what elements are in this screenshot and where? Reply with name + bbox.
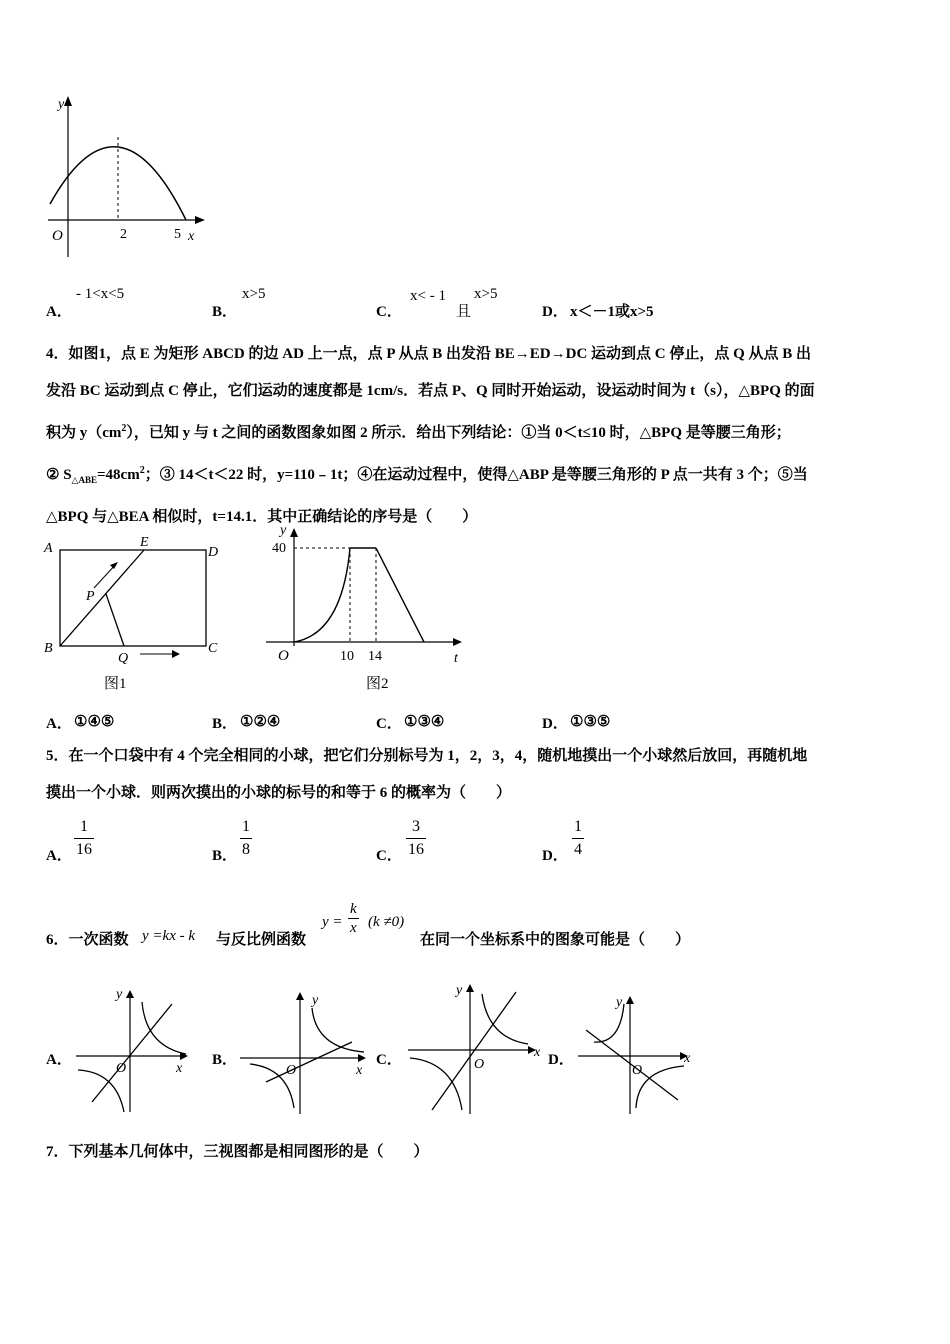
q3-option-a-label[interactable]: A． xyxy=(46,304,72,320)
q4-line-3-sup: 2 xyxy=(121,423,127,434)
q6-option-d-label[interactable]: D． xyxy=(548,1052,574,1068)
q4-option-b-value: ①②④ xyxy=(240,714,281,730)
q4-fig1-label-A: A xyxy=(44,541,53,556)
q5-option-b-den: 8 xyxy=(242,841,250,858)
q6-a-o: O xyxy=(116,1061,127,1076)
q4-line-2: 发沿 BC 运动到点 C 停止，它们运动的速度都是 1cm/s．若点 P、Q 同时开始运动，设运动时间为 t（s），△BPQ 的面 xyxy=(46,383,815,399)
q5-options xyxy=(46,816,926,870)
q6-option-c-label[interactable]: C． xyxy=(376,1052,402,1068)
q4-line-4-sup: 2 xyxy=(139,465,145,476)
q6-suffix: 在同一个坐标系中的图象可能是（ ） xyxy=(420,932,691,948)
q4-line-5: △BPQ 与△BEA 相似时，t=14.1．其中正确结论的序号是（ ） xyxy=(46,509,478,525)
q4-line-4-b: =48cm xyxy=(96,467,140,483)
q4-fig2-caption: 图2 xyxy=(366,676,389,692)
q6-option-b-graph xyxy=(236,986,374,1116)
q6-d-o: O xyxy=(632,1063,643,1078)
q5-stem xyxy=(46,738,916,812)
q4-fig2-origin: O xyxy=(278,648,289,664)
q6-c-o: O xyxy=(474,1057,485,1072)
q5-option-a-den: 16 xyxy=(76,841,92,858)
q4-options xyxy=(46,712,926,734)
q4-option-c-value: ①③④ xyxy=(404,714,445,730)
q3-option-d-value: x＜－1或x>5 xyxy=(570,304,654,320)
q3-option-d-label[interactable]: D． xyxy=(542,304,568,320)
q6-func2-lhs: y = xyxy=(322,914,343,930)
q4-option-a-label[interactable]: A． xyxy=(46,716,72,732)
q5-option-d-den: 4 xyxy=(574,841,582,858)
q7-stem: 7．下列基本几何体中，三视图都是相同图形的是（ ） xyxy=(46,1144,429,1160)
q4-fig2-t-10: 10 xyxy=(340,649,354,664)
q6-c-x: x xyxy=(534,1045,541,1060)
q5-option-c-den: 16 xyxy=(408,841,424,858)
q5-option-c-num: 3 xyxy=(406,816,426,839)
q4-line-1: 4．如图1，点 E 为矩形 ABCD 的边 AD 上一点，点 P 从点 B 出发沿 BE→ED→DC 运动到点 C 停止，点 Q 从点 B 出 xyxy=(46,346,812,362)
q6-option-b-label[interactable]: B． xyxy=(212,1052,238,1068)
q4-fig1-label-E: E xyxy=(140,535,149,550)
q6-option-a-graph xyxy=(72,984,192,1116)
q6-b-x: x xyxy=(356,1063,363,1078)
q6-stem xyxy=(46,900,926,960)
q4-option-d-label[interactable]: D． xyxy=(542,716,568,732)
q4-fig1-label-D: D xyxy=(208,545,219,560)
q5-option-b-label[interactable]: B． xyxy=(212,848,238,864)
q3-option-c-value-b: x>5 xyxy=(474,286,498,302)
q3-tick-2: 2 xyxy=(120,227,127,242)
q3-option-c-value-a: x< - 1 xyxy=(410,288,446,304)
q5-line-1: 5．在一个口袋中有 4 个完全相同的小球，把它们分别标号为 1，2，3，4，随机地摸出一个小球然后放回，再随机地 xyxy=(46,748,808,764)
q3-option-c-label[interactable]: C． xyxy=(376,304,402,320)
q4-fig2-t-label: t xyxy=(454,651,458,666)
q6-func2-cond: (k ≠0) xyxy=(368,914,405,930)
q4-option-b-label[interactable]: B． xyxy=(212,716,238,732)
q6-b-y: y xyxy=(312,993,319,1008)
q4-fig1-caption: 图1 xyxy=(104,676,127,692)
q4-fig2-y-40: 40 xyxy=(272,541,286,556)
q4-fig2-t-14: 14 xyxy=(368,649,382,664)
q6-d-y: y xyxy=(616,995,623,1010)
q5-option-a-num: 1 xyxy=(74,816,94,839)
q4-figure-2 xyxy=(262,522,472,698)
q6-option-d-graph xyxy=(574,990,698,1116)
q3-option-c-joiner: 且 xyxy=(456,304,472,320)
q6-d-x: x xyxy=(684,1051,691,1066)
q4-line-4-c: ；③ 14＜t＜22 时，y=110﹣1t；④在运动过程中，使得△ABP 是等腰三角形的 P 点一共有 3 个；⑤当 xyxy=(144,467,808,483)
q3-tick-5: 5 xyxy=(174,227,181,242)
q4-fig1-label-C: C xyxy=(208,641,218,656)
q4-line-3 xyxy=(46,410,916,452)
q5-option-d-label[interactable]: D． xyxy=(542,848,568,864)
q5-option-b-num: 1 xyxy=(240,816,252,839)
q4-line-4-a: ② S xyxy=(46,467,72,483)
q4-line-3-b: ），已知 y 与 t 之间的函数图象如图 2 所示．给出下列结论：①当 0＜t≤10 时，△BPQ 是等腰三角形； xyxy=(126,425,791,441)
q4-fig1-label-B: B xyxy=(44,641,53,656)
q5-option-a-fraction xyxy=(74,816,94,861)
q6-a-x: x xyxy=(176,1061,183,1076)
q5-line-2: 摸出一个小球．则两次摸出的小球的标号的和等于 6 的概率为（ ） xyxy=(46,785,512,801)
q3-x-label: x xyxy=(188,229,195,244)
q6-a-y: y xyxy=(116,987,123,1002)
q6-func2-num: k xyxy=(350,901,357,917)
q5-option-d-num: 1 xyxy=(572,816,584,839)
q3-parabola-graph xyxy=(40,92,210,262)
q6-func2-fraction xyxy=(348,900,359,937)
q6-func1: y =kx - k xyxy=(142,928,195,944)
q3-option-b-label[interactable]: B． xyxy=(212,304,238,320)
q5-option-b-fraction xyxy=(240,816,252,861)
q3-option-b-value: x>5 xyxy=(242,286,266,302)
q6-prefix: 6．一次函数 xyxy=(46,932,129,948)
q4-figure-1 xyxy=(40,530,230,698)
q6-option-c-graph xyxy=(404,978,546,1116)
q6-c-y: y xyxy=(456,983,463,998)
q6-option-a-label[interactable]: A． xyxy=(46,1052,72,1068)
q4-option-d-value: ①③⑤ xyxy=(570,714,611,730)
q5-option-c-fraction xyxy=(406,816,426,861)
q4-line-3-a: 积为 y（cm xyxy=(46,425,122,441)
q3-option-a-value: - 1<x<5 xyxy=(76,286,125,302)
q4-fig2-y-label: y xyxy=(280,523,287,538)
q4-line-4 xyxy=(46,452,916,499)
q4-fig1-label-Q: Q xyxy=(118,651,129,666)
q5-option-a-label[interactable]: A． xyxy=(46,848,72,864)
q5-option-d-fraction xyxy=(572,816,584,861)
q4-stem xyxy=(46,336,916,536)
q3-y-label: y xyxy=(58,97,65,112)
q6-b-o: O xyxy=(286,1063,297,1078)
q4-fig1-label-P: P xyxy=(86,589,95,604)
q4-option-a-value: ①④⑤ xyxy=(74,714,115,730)
q4-option-c-label[interactable]: C． xyxy=(376,716,402,732)
q3-options xyxy=(46,284,926,324)
q5-option-c-label[interactable]: C． xyxy=(376,848,402,864)
q3-origin-label: O xyxy=(52,228,63,244)
q6-func2-den: x xyxy=(350,920,357,936)
q4-line-4-sub: △ABE xyxy=(71,475,97,485)
q6-mid: 与反比例函数 xyxy=(216,932,307,948)
